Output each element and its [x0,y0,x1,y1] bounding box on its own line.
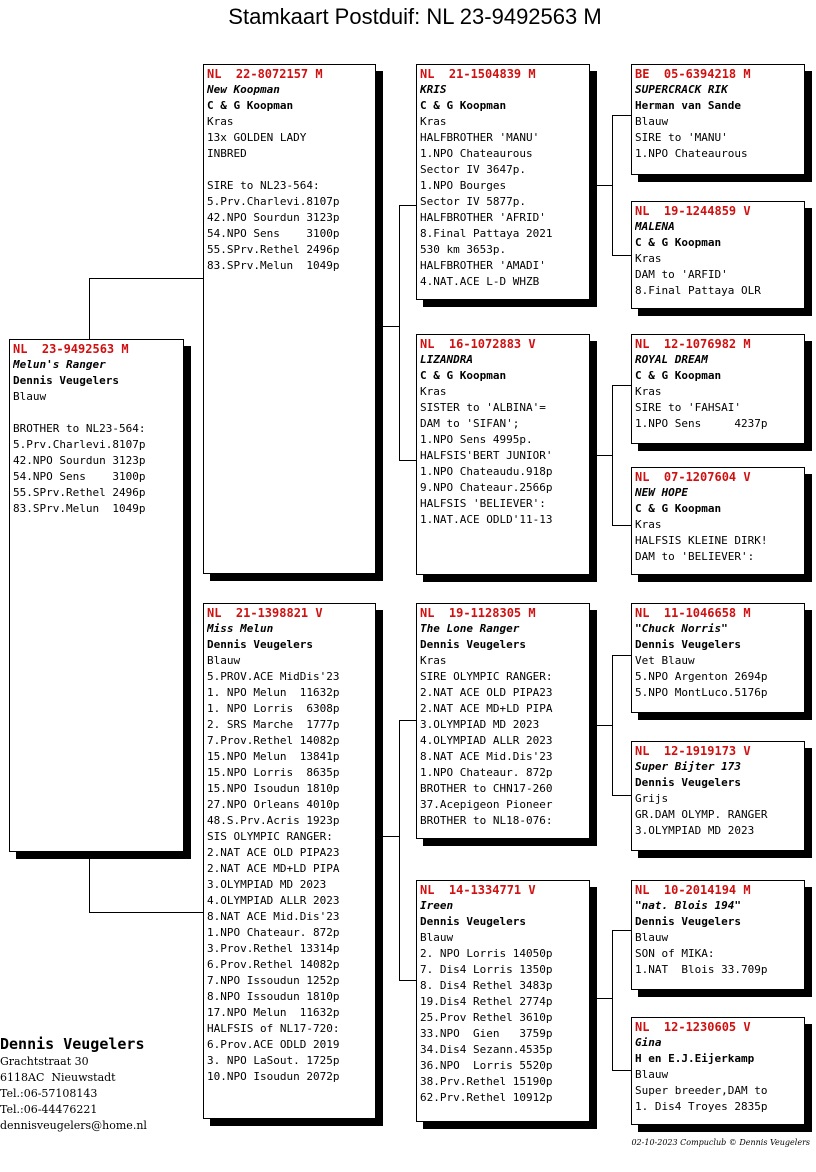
connector-line [612,930,613,1070]
detail-line: 5.Prv.Charlevi.8107p [13,438,146,451]
footer-credit: 02-10-2023 Compuclub © Dennis Veugelers [631,1138,810,1147]
detail-line: 5.NPO Argenton 2694p [635,670,768,683]
ring-number: BE 05-6394218 M [635,67,751,81]
breeder-name: Dennis Veugelers [0,1035,145,1053]
detail-line: Blauw [420,931,454,944]
detail-line: 19.Dis4 Rethel 2774p [420,995,553,1008]
page-title: Stamkaart Postduif: NL 23-9492563 M [228,4,602,29]
owner-name: C & G Koopman [420,369,507,382]
connector-line [612,115,613,255]
detail-line: 27.NPO Orleans 4010p [207,798,340,811]
detail-line: 8.NAT ACE Mid.Dis'23 [207,910,340,923]
pigeon-name: "Chuck Norris" [635,622,728,635]
detail-line: 2.NAT ACE OLD PIPA23 [420,686,553,699]
ring-number: NL 11-1046658 M [635,606,751,620]
detail-line: 15.NPO Lorris 8635p [207,766,340,779]
pigeon-card-dam-dam [416,880,590,1122]
connector-line [89,912,204,913]
breeder-phone: Tel.:06-44476221 [0,1103,98,1116]
detail-line: Blauw [207,654,241,667]
detail-line: SIRE OLYMPIC RANGER: [420,670,553,683]
detail-line: GR.DAM OLYMP. RANGER [635,808,768,821]
connector-line [597,455,612,456]
connector-line [612,655,632,656]
owner-name: Herman van Sande [635,99,741,112]
detail-line: 8.Final Pattaya 2021 [420,227,553,240]
detail-line: 1. NPO Lorris 6308p [207,702,340,715]
detail-line: 54.NPO Sens 3100p [207,227,340,240]
detail-line: 37.Acepigeon Pioneer [420,798,553,811]
pigeon-name: The Lone Ranger [420,622,520,635]
owner-name: C & G Koopman [207,99,294,112]
detail-line: Kras [420,654,447,667]
pigeon-card-sire-dam [416,334,590,575]
pigeon-name: MALENA [635,220,675,233]
connector-line [597,185,612,186]
detail-line: 2.NAT ACE MD+LD PIPA [420,702,553,715]
detail-line: 42.NPO Sourdun 3123p [207,211,340,224]
detail-line: BROTHER to CHN17-260 [420,782,553,795]
ring-number: NL 21-1398821 V [207,606,323,620]
connector-line [89,852,90,912]
detail-line: Blauw [635,115,669,128]
detail-line: 2. SRS Marche 1777p [207,718,340,731]
detail-line: DAM to 'BELIEVER': [635,550,755,563]
connector-line [612,795,632,796]
ring-number: NL 21-1504839 M [420,67,536,81]
detail-line: 2. NPO Lorris 14050p [420,947,553,960]
detail-line: 55.SPrv.Rethel 2496p [13,486,146,499]
detail-line: HALFBROTHER 'MANU' [420,131,540,144]
detail-line: HALFBROTHER 'AMADI' [420,259,546,272]
pigeon-name: Ireen [420,899,454,912]
detail-line: 1.NPO Chateaur. 872p [420,766,553,779]
detail-line: 38.Prv.Rethel 15190p [420,1075,553,1088]
ring-number: NL 12-1919173 V [635,744,751,758]
ring-number: NL 07-1207604 V [635,470,751,484]
pigeon-card-ssd [631,201,805,309]
connector-line [612,255,632,256]
detail-line: 5.Prv.Charlevi.8107p [207,195,340,208]
pigeon-name: Super Bijter 173 [635,760,741,773]
breeder-phone: Tel.:06-57108143 [0,1087,98,1100]
detail-line: 1.NPO Chateaurous [635,147,748,160]
detail-line: 6.Prov.ACE ODLD 2019 [207,1038,340,1051]
pigeon-name: "nat. Blois 194" [635,899,741,912]
detail-line: Sector IV 3647p. [420,163,526,176]
detail-line: 1.NPO Bourges [420,179,507,192]
detail-line: 8.NAT ACE Mid.Dis'23 [420,750,553,763]
detail-line: 1.NAT.ACE ODLD'11-13 [420,513,553,526]
detail-line: 62.Prv.Rethel 10912p [420,1091,553,1104]
detail-line [13,405,180,421]
pigeon-name: LIZANDRA [420,353,473,366]
detail-line: 3. NPO LaSout. 1725p [207,1054,340,1067]
pigeon-card-sss [631,64,805,175]
detail-line: 1. Dis4 Troyes 2835p [635,1100,768,1113]
pigeon-name: Gina [635,1036,662,1049]
ring-number: NL 22-8072157 M [207,67,323,81]
connector-line [612,1070,632,1071]
owner-name: C & G Koopman [420,99,507,112]
owner-name: C & G Koopman [635,369,722,382]
detail-line: 2.NAT ACE MD+LD PIPA [207,862,340,875]
connector-line [612,385,632,386]
detail-line: DAM to 'ARFID' [635,268,728,281]
detail-line: 15.NPO Melun 13841p [207,750,340,763]
ring-number: NL 10-2014194 M [635,883,751,897]
detail-line: 1.NAT Blois 33.709p [635,963,768,976]
owner-name: Dennis Veugelers [635,638,741,651]
detail-line: 2.NAT ACE OLD PIPA23 [207,846,340,859]
detail-line: Sector IV 5877p. [420,195,526,208]
detail-line: Super breeder,DAM to [635,1084,768,1097]
detail-line: HALFBROTHER 'AFRID' [420,211,546,224]
pigeon-card-sds [631,334,805,444]
pigeon-name: SUPERCRACK RIK [635,83,728,96]
pigeon-card-dam-sire [416,603,590,839]
pigeon-name: ROYAL DREAM [635,353,708,366]
detail-line: Kras [420,385,447,398]
detail-line: 25.Prov Rethel 3610p [420,1011,553,1024]
connector-line [597,725,612,726]
pigeon-name: KRIS [420,83,447,96]
detail-line: SON of MIKA: [635,947,715,960]
owner-name: C & G Koopman [635,502,722,515]
pigeon-name: NEW HOPE [635,486,688,499]
detail-line: 54.NPO Sens 3100p [13,470,146,483]
detail-line: 1.NPO Sens 4995p. [420,433,533,446]
pigeon-card-sdd [631,467,805,575]
detail-line: INBRED [207,147,247,160]
detail-line: 4.OLYMPIAD ALLR 2023 [420,734,553,747]
owner-name: Dennis Veugelers [420,915,526,928]
detail-line: 1.NPO Chateaurous [420,147,533,160]
ring-number: NL 19-1244859 V [635,204,751,218]
owner-name: H en E.J.Eijerkamp [635,1052,755,1065]
detail-line: 3.OLYMPIAD MD 2023 [635,824,755,837]
detail-line: HALFSIS of NL17-720: [207,1022,340,1035]
breeder-info [0,1034,147,1134]
detail-line: 42.NPO Sourdun 3123p [13,454,146,467]
connector-line [399,720,400,980]
detail-line: DAM to 'SIFAN'; [420,417,520,430]
connector-line [612,930,632,931]
detail-line: 8.NPO Issoudun 1810p [207,990,340,1003]
detail-line: 1.NPO Chateaudu.918p [420,465,553,478]
detail-line: HALFSIS 'BELIEVER': [420,497,546,510]
pigeon-card-dam [203,603,376,1119]
pigeon-card-dss [631,603,805,713]
connector-line [399,460,417,461]
detail-line: 3.OLYMPIAD MD 2023 [420,718,540,731]
pigeon-card-dds [631,880,805,990]
ring-number: NL 16-1072883 V [420,337,536,351]
detail-line: 15.NPO Isoudun 1810p [207,782,340,795]
connector-line [612,385,613,525]
owner-name: Dennis Veugelers [207,638,313,651]
detail-line: 3.OLYMPIAD MD 2023 [207,878,327,891]
pigeon-name: Melun's Ranger [13,358,106,371]
detail-line: 1. NPO Melun 11632p [207,686,340,699]
connector-line [383,836,399,837]
detail-line: 10.NPO Isoudun 2072p [207,1070,340,1083]
detail-line: 55.SPrv.Rethel 2496p [207,243,340,256]
pigeon-name: Miss Melun [207,622,274,635]
connector-line [399,980,417,981]
detail-line: 8.Final Pattaya OLR [635,284,761,297]
detail-line: 8. Dis4 Rethel 3483p [420,979,553,992]
ring-number: NL 12-1230605 V [635,1020,751,1034]
detail-line: 1.NPO Chateaur. 872p [207,926,340,939]
detail-line: Kras [207,115,234,128]
pigeon-card-ddd [631,1017,805,1125]
detail-line: 34.Dis4 Sezann.4535p [420,1043,553,1056]
detail-line: Kras [420,115,447,128]
breeder-email: dennisveugelers@home.nl [0,1119,147,1132]
ring-number: NL 19-1128305 M [420,606,536,620]
detail-line: 1.NPO Sens 4237p [635,417,768,430]
detail-line: 4.OLYMPIAD ALLR 2023 [207,894,340,907]
owner-name: C & G Koopman [635,236,722,249]
detail-line: HALFSIS'BERT JUNIOR' [420,449,553,462]
detail-line: 48.S.Prv.Acris 1923p [207,814,340,827]
detail-line: 7.Prov.Rethel 14082p [207,734,340,747]
owner-name: Dennis Veugelers [635,915,741,928]
detail-line: SIRE to NL23-564: [207,179,320,192]
detail-line [207,162,372,178]
detail-line: HALFSIS KLEINE DIRK! [635,534,768,547]
detail-line: 6.Prov.Rethel 14082p [207,958,340,971]
ring-number: NL 14-1334771 V [420,883,536,897]
detail-line: BROTHER to NL18-076: [420,814,553,827]
detail-line: Blauw [635,1068,669,1081]
detail-line: SISTER to 'ALBINA'= [420,401,546,414]
detail-line: Kras [635,252,662,265]
connector-line [383,326,399,327]
detail-line: Blauw [13,390,47,403]
pigeon-name: New Koopman [207,83,280,96]
detail-line: 33.NPO Gien 3759p [420,1027,553,1040]
owner-name: Dennis Veugelers [635,776,741,789]
detail-line: Kras [635,385,662,398]
detail-line: SIS OLYMPIC RANGER: [207,830,333,843]
owner-name: Dennis Veugelers [13,374,119,387]
pigeon-card-sire-sire [416,64,590,300]
detail-line: 83.SPrv.Melun 1049p [13,502,146,515]
connector-line [89,278,90,340]
pigeon-card-dsd [631,741,805,851]
detail-line: Grijs [635,792,669,805]
detail-line: SIRE to 'FAHSAI' [635,401,741,414]
detail-line: 36.NPO Lorris 5520p [420,1059,553,1072]
detail-line: SIRE to 'MANU' [635,131,728,144]
detail-line: 5.NPO MontLuco.5176p [635,686,768,699]
detail-line: 7. Dis4 Lorris 1350p [420,963,553,976]
connector-line [612,525,632,526]
breeder-postcode: 6118AC Nieuwstadt [0,1071,116,1084]
connector-line [399,205,417,206]
detail-line: 7.NPO Issoudun 1252p [207,974,340,987]
ring-number: NL 23-9492563 M [13,342,129,356]
detail-line: 5.PROV.ACE MidDis'23 [207,670,340,683]
detail-line: Vet Blauw [635,654,695,667]
connector-line [399,205,400,460]
connector-line [612,655,613,795]
connector-line [89,278,204,279]
detail-line: 13x GOLDEN LADY [207,131,307,144]
connector-line [597,998,612,999]
detail-line: 530 km 3653p. [420,243,507,256]
detail-line: Kras [635,518,662,531]
pigeon-card-sire [203,64,376,574]
detail-line: Blauw [635,931,669,944]
breeder-address: Grachtstraat 30 [0,1055,89,1068]
detail-line: 17.NPO Melun 11632p [207,1006,340,1019]
ring-number: NL 12-1076982 M [635,337,751,351]
detail-line: 9.NPO Chateaur.2566p [420,481,553,494]
pigeon-card-subject [9,339,184,852]
detail-line: BROTHER to NL23-564: [13,422,146,435]
detail-line: 83.SPrv.Melun 1049p [207,259,340,272]
connector-line [612,115,632,116]
owner-name: Dennis Veugelers [420,638,526,651]
connector-line [399,720,417,721]
detail-line: 4.NAT.ACE L-D WHZB [420,275,540,288]
detail-line: 3.Prov.Rethel 13314p [207,942,340,955]
